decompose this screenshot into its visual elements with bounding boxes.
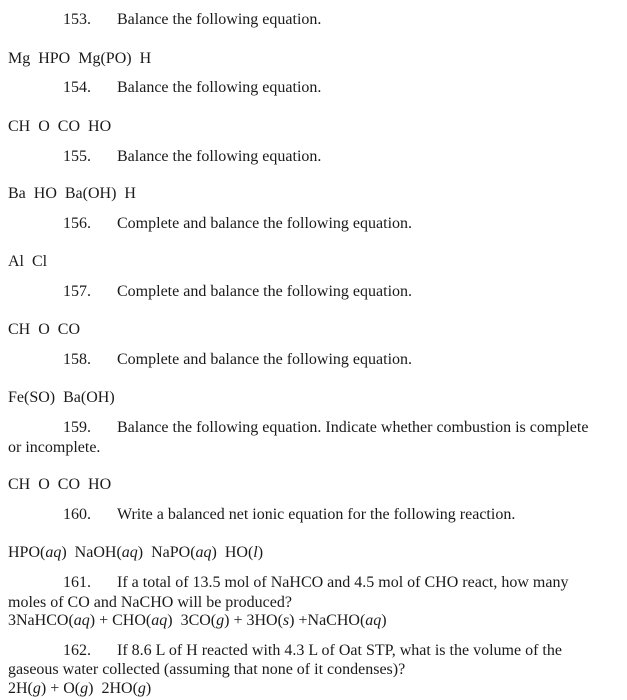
- question-number: 153.: [63, 11, 91, 28]
- question-162-continued: gaseous water collected (assuming that none of it condenses)?: [8, 661, 406, 678]
- question-161-continued: moles of CO and NaCHO will be produced?: [8, 594, 292, 611]
- question-text: Balance the following equation. Indicate whether combustion is complete: [117, 419, 589, 436]
- question-number: 161.: [63, 574, 91, 591]
- equation-159: CH O CO HO: [8, 476, 112, 493]
- question-number: 162.: [63, 642, 91, 659]
- equation-158: Fe(SO) Ba(OH): [8, 389, 115, 406]
- equation-154: CH O CO HO: [8, 118, 112, 135]
- question-text: Complete and balance the following equation.: [117, 215, 413, 232]
- question-text: Complete and balance the following equation.: [117, 283, 413, 300]
- equation-161: 3NaHCO(aq) + CHO(aq) 3CO(g) + 3HO(s) +NaCHO(aq): [8, 612, 387, 629]
- equation-153: Mg HPO Mg(PO) H: [8, 50, 152, 67]
- question-number: 158.: [63, 351, 91, 368]
- question-number: 159.: [63, 419, 91, 436]
- question-number: 160.: [63, 506, 91, 523]
- question-159-continued: or incomplete.: [8, 439, 101, 456]
- equation-162: 2H(g) + O(g) 2HO(g): [8, 680, 152, 697]
- equation-160: HPO(aq) NaOH(aq) NaPO(aq) HO(l): [8, 544, 264, 561]
- equation-155: Ba HO Ba(OH) H: [8, 185, 136, 202]
- question-number: 157.: [63, 283, 91, 300]
- question-text: Write a balanced net ionic equation for the following reaction.: [117, 506, 516, 523]
- question-text: Balance the following equation.: [117, 79, 322, 96]
- question-text: If a total of 13.5 mol of NaHCO and 4.5 mol of CHO react, how many: [117, 574, 569, 591]
- equation-157: CH O CO: [8, 321, 81, 338]
- question-text: Balance the following equation.: [117, 11, 322, 28]
- equation-156: Al Cl: [8, 253, 48, 270]
- question-number: 156.: [63, 215, 91, 232]
- question-text: If 8.6 L of H reacted with 4.3 L of Oat STP, what is the volume of the: [117, 642, 562, 659]
- question-text: Balance the following equation.: [117, 148, 322, 165]
- question-number: 155.: [63, 148, 91, 165]
- question-number: 154.: [63, 79, 91, 96]
- question-text: Complete and balance the following equation.: [117, 351, 413, 368]
